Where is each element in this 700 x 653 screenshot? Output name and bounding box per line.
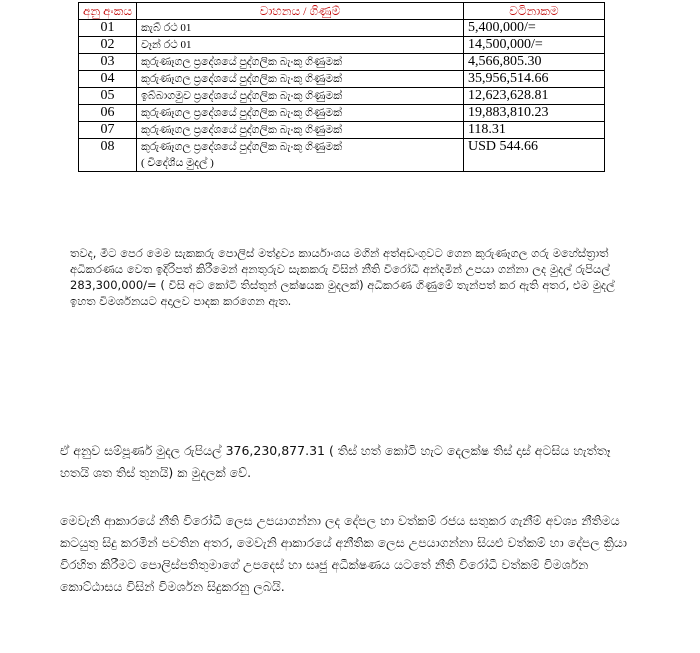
table-row (79, 71, 605, 88)
row-no: 01 (79, 20, 137, 37)
row-item: කැබ් රථ 01 (136, 20, 463, 37)
table-row (79, 20, 605, 37)
row-item-note: ( විදේශීය මුදල් ) (140, 157, 214, 169)
row-item: කුරුණෑගල ප්‍රදේශයේ පුද්ගලික බැංකු ගිණුමක් (136, 54, 463, 71)
header-serial-no: අනු අංකය (79, 3, 137, 20)
row-value: 5,400,000/= (463, 20, 604, 37)
table-row (79, 139, 605, 172)
row-item (136, 139, 463, 172)
row-value: 12,623,628.81 (463, 88, 604, 105)
row-no: 04 (79, 71, 137, 88)
row-value: 4,566,805.30 (463, 54, 604, 71)
row-no: 08 (79, 139, 137, 172)
row-item: ඉබ්බාගමුව ප්‍රදේශයේ පුද්ගලික බැංකු ගිණුමක් (136, 88, 463, 105)
row-no: 03 (79, 54, 137, 71)
row-item: කුරුණෑගල ප්‍රදේශයේ පුද්ගලික බැංකු ගිණුමක් (136, 122, 463, 139)
row-no: 05 (79, 88, 137, 105)
paragraph-total-amount: ඒ අනුව සම්පූර්ණ මුදල රුපියල් 376,230,877.31 ( තිස් හත් කෝටි හැට දෙලක්ෂ තිස් දාස් අටසිය හැත්තෑ හතයි ශත තිස් තුනයි) ක මුදලක් වේ. (60, 443, 611, 480)
header-vehicle-account: වාහනය / ගිණුම් (136, 3, 463, 20)
row-item: වෑන් රථ 01 (136, 37, 463, 54)
table-row (79, 88, 605, 105)
row-value: 35,956,514.66 (463, 71, 604, 88)
row-item: කුරුණෑගල ප්‍රදේශයේ පුද්ගලික බැංකු ගිණුමක් (136, 105, 463, 122)
asset-table (78, 2, 605, 172)
table-header-row (79, 3, 605, 20)
table-row (79, 105, 605, 122)
row-no: 07 (79, 122, 137, 139)
row-item-line: කුරුණෑගල ප්‍රදේශයේ පුද්ගලික බැංකු ගිණුමක් (140, 141, 343, 153)
header-value: වටිනාකම (463, 3, 604, 20)
paragraph-prior-deposit: තවද, මීට පෙර මෙම සැකකරු පොලිස් මත්ද්‍රව්‍ය කාර්යාංශය මගින් අත්අඩංගුවට ගෙන කුරුණෑගල ගරු මහේස්ත්‍රාත් අධිකරණය වෙත ඉදිරිපත් කිරීමෙන් අනතුරුව සැකකරු විසින් නීති විරෝධී අන්දමින් උපයා ගන්නා ලද මුදල් රුපියල් 283,300,000/= ( විසි අට කෝටි තිස්තුන් ලක්ෂයක මුදලක්) අධිකරණ ගිණුමේ තැන්පත් කර ඇති අතර, එම මුදල් ඉහත විමර්ශනයට අදාලව පාදක කරගෙන ඇත. (70, 246, 615, 308)
row-value: USD 544.66 (463, 139, 604, 172)
table-row (79, 54, 605, 71)
table-row (79, 37, 605, 54)
row-item: කුරුණෑගල ප්‍රදේශයේ පුද්ගලික බැංකු ගිණුමක් (136, 71, 463, 88)
row-value: 19,883,810.23 (463, 105, 604, 122)
row-value: 118.31 (463, 122, 604, 139)
row-value: 14,500,000/= (463, 37, 604, 54)
row-no: 02 (79, 37, 137, 54)
table-row (79, 122, 605, 139)
paragraph-investigation: මෙවැනි ආකාරයේ නීති විරෝධී ලෙස උපයාගන්නා ලද දේපල හා වත්කම් රජය සතුකර ගැනීම් අවශ්‍ය නීතිමය කටයුතු සිදු කරමින් පවතින අතර, මෙවැනි ආකාරයේ අනීතික ලෙස උපයාගන්නා සියළු වත්කම් හා දේපල ක්‍රියා විරහිත කිරීමට පොලිස්පතිතුමාගේ උපදෙස් හා සෘජු අධීක්ෂණය යටතේ නීති විරෝධී වත්කම් විමර්ශන කොට්ඨාසය විසින් විමර්ශන සිදුකරනු ලබයි. (60, 513, 627, 594)
row-no: 06 (79, 105, 137, 122)
